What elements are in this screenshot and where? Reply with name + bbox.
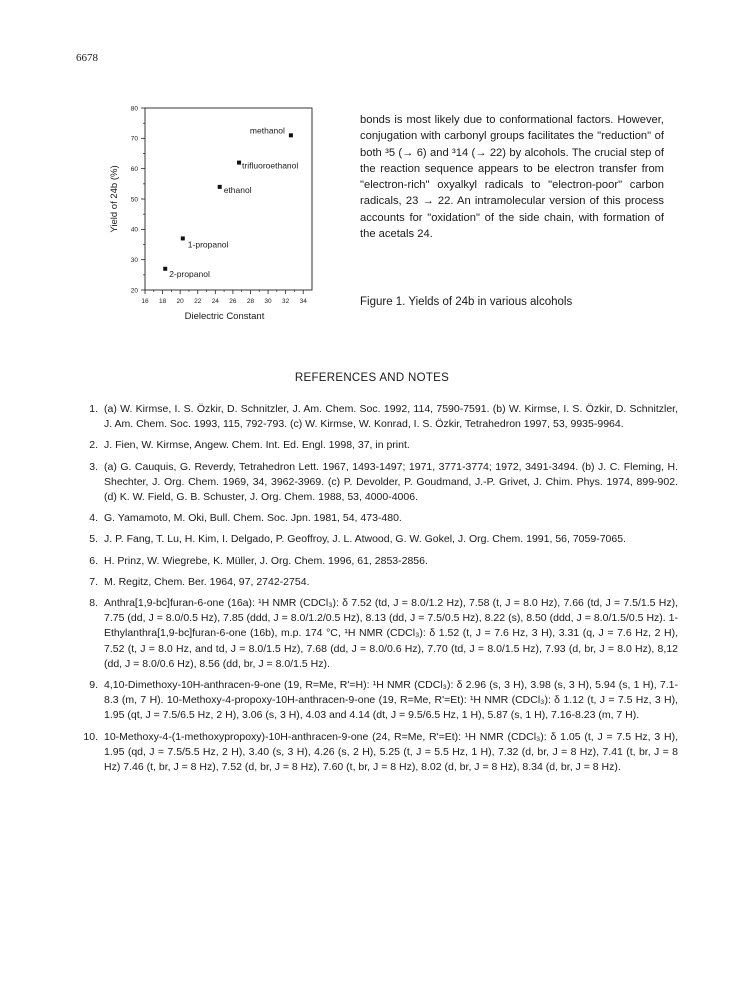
reference-number: 2. (89, 439, 98, 452)
reference-item (78, 438, 678, 453)
reference-item (78, 730, 678, 776)
reference-number: 6. (89, 554, 98, 567)
reference-number: 3. (89, 460, 98, 473)
reference-number: 4. (89, 512, 98, 525)
body-text (360, 112, 664, 242)
y-tick-label: 30 (130, 256, 138, 264)
data-point (289, 133, 293, 137)
reference-text: 4,10-Dimethoxy-10H-anthracen-9-one (19, R=Me, R'=H): ¹H NMR (CDCl₃): δ 2.96 (s, 3 H), 3.98 (s, 3 H), 5.94 (s, 1 H), 7.1-8.3 (m, 7 H). 10-Methoxy-4-propoxy-10H-anthracen-9-one (19, R=Me, R'=Et): ¹H NMR (CDCl₃): δ 1.12 (t, J = 7.5 Hz, 3 H), 1.95 (qt, J = 7.5/6.5 Hz, 2 H), 3.06 (s, 3 H), 4.03 and 4.14 (dt, J = 9.5/6.5 Hz, 1 H), 5.87 (s, 1 H), 7.16-8.23 (m, 7 H). (104, 679, 678, 722)
reference-text: J. P. Fang, T. Lu, H. Kim, I. Delgado, P. Geoffroy, J. L. Atwood, G. W. Gokel, J. Org. Chem. 1991, 56, 7059-7065. (104, 533, 626, 546)
point-label: 1-propanol (187, 239, 229, 250)
x-tick-label: 26 (229, 298, 237, 305)
point-label: methanol (249, 125, 285, 136)
data-point (237, 161, 241, 165)
x-tick-label: 18 (158, 298, 167, 305)
page-number: 6678 (76, 52, 98, 64)
y-axis-label: Yield of 24b (%) (109, 165, 120, 233)
x-axis-label: Dielectric Constant (184, 311, 265, 322)
reference-text: J. Fien, W. Kirmse, Angew. Chem. Int. Ed. Engl. 1998, 37, in print. (104, 439, 410, 452)
reference-number: 5. (89, 533, 98, 546)
plot-frame (145, 108, 312, 290)
x-tick-label: 28 (246, 298, 255, 305)
y-tick-label: 20 (130, 287, 138, 295)
reference-number: 1. (89, 403, 98, 415)
reference-text: H. Prinz, W. Wiegrebe, K. Müller, J. Org. Chem. 1996, 61, 2853-2856. (104, 554, 428, 567)
y-tick-label: 50 (130, 196, 138, 204)
reference-text: (a) W. Kirmse, I. S. Özkir, D. Schnitzler, J. Am. Chem. Soc. 1992, 114, 7590-7591. (b) W. Kirmse, I. S. Özkir, D. Schnitzler, J. Am. Chem. Soc. 1993, 115, 792-793. (c) W. Kirmse, W. Konrad, I. S. Özkir, Tetrahedron 1997, 53, 9935-9964. (104, 403, 678, 431)
y-tick-label: 40 (130, 226, 138, 234)
reference-text: (a) G. Cauquis, G. Reverdy, Tetrahedron Lett. 1967, 1493-1497; 1971, 3771-3774; 1972, 3491-3494. (b) J. C. Fleming, H. Shechter, J. Org. Chem. 1969, 34, 3962-3969. (c) P. Devolder, P. Goudmand, J.-P. Grivet, J. Chim. Phys. 1974, 899-902. (d) K. W. Field, G. B. Schuster, J. Org. Chem. 1988, 53, 4000-4006. (104, 460, 678, 504)
reference-text: M. Regitz, Chem. Ber. 1964, 97, 2742-2754. (104, 575, 310, 588)
reference-item (78, 596, 678, 672)
reference-item (78, 532, 678, 547)
references-list (78, 402, 678, 781)
figure-caption: Figure 1. Yields of 24b in various alcohols (360, 296, 573, 308)
reference-number: 10. (83, 730, 98, 743)
data-point (181, 236, 185, 240)
x-tick-label: 24 (211, 298, 219, 305)
references-title: REFERENCES AND NOTES (294, 372, 450, 384)
scatter-chart (100, 100, 340, 330)
data-point (163, 267, 167, 271)
point-label: trifluoroethanol (242, 160, 299, 171)
y-tick-label: 80 (130, 105, 138, 113)
figure-1 (100, 100, 340, 330)
reference-item (78, 511, 678, 526)
data-point (218, 185, 222, 189)
reference-number: 8. (89, 597, 98, 610)
x-tick-label: 32 (282, 298, 290, 305)
y-tick-label: 70 (130, 135, 138, 143)
reference-item (78, 575, 678, 590)
reference-text: Anthra[1,9-bc]furan-6-one (16a): ¹H NMR (CDCl₃): δ 7.52 (td, J = 8.0/1.2 Hz), 7.58 (t, J = 8.0 Hz), 7.66 (td, J = 7.5/1.5 Hz), 7.75 (dd, J = 8.0/0.5 Hz), 7.85 (ddd, J = 8.0/1.2/0.5 Hz), 8.13 (dd, J = 7.5/0.5 Hz), 8.22 (s), 8.50 (ddd, J = 8.0/1.5/0.5 Hz). 1-Ethylanthra[1,9-bc]furan-6-one (16b), m.p. 174 °C, ¹H NMR (CDCl₃): δ 1.52 (t, J = 7.6 Hz, 3 H), 3.31 (q, J = 7.6 Hz, 2 H), 7.52 (t, J = 8.0 Hz, and td, J = 8.0/1.5 Hz), 7.68 (dd, J = 8.0/0.6 Hz), 7.70 (td, J = 8.0/1.5 Hz), 7.93 (d, br, J = 8.0 Hz), 8,12 (dd, J = 8.0/0.6 Hz), 8.56 (dd, br, J = 8.0/1.5 Hz). (104, 597, 678, 670)
body-paragraph: bonds is most likely due to conformational factors. However, conjugation with carbonyl groups facilitates the "reduction" of both ³5 (→ 6) and ³14 (→ 22) by alcohols. The crucial step of the reaction sequence appears to be electron transfer from "electron-rich" oxyalkyl radicals to "electron-poor" carbon radicals, 23 → 22. An intramolecular version of this process accounts for "oxidation" of the side chain, with formation of the acetals 24. (360, 114, 664, 241)
x-tick-label: 22 (194, 298, 202, 305)
reference-number: 9. (89, 679, 98, 692)
point-label: ethanol (223, 184, 252, 195)
x-tick-label: 16 (141, 298, 149, 305)
reference-text: 10-Methoxy-4-(1-methoxypropoxy)-10H-anthracen-9-one (24, R=Me, R'=Et): ¹H NMR (CDCl₃): δ 1.05 (t, J = 7.5 Hz, 3 H), 1.95 (qd, J = 7.5/5.5 Hz, 2 H), 3.40 (s, 3 H), 4.26 (s, 2 H), 5.25 (t, J = 5.5 Hz, 1 H), 7.32 (d, br, J = 8 Hz), 7.41 (t, br, J = 8 Hz) 7.46 (t, br, J = 8 Hz), 7.52 (d, br, J = 8 Hz), 7.60 (t, br, J = 8 Hz), 8.02 (d, br, J = 8 Hz), 8.34 (d, br, J = 8 Hz). (104, 730, 678, 774)
x-tick-label: 34 (299, 298, 307, 305)
reference-item (78, 402, 678, 432)
x-tick-label: 20 (176, 298, 184, 305)
point-label: 2-propanol (169, 268, 210, 279)
x-tick-label: 30 (264, 298, 272, 305)
reference-number: 7. (89, 575, 98, 588)
reference-item (78, 460, 678, 506)
reference-item (78, 554, 678, 569)
reference-text: G. Yamamoto, M. Oki, Bull. Chem. Soc. Jpn. 1981, 54, 473-480. (104, 512, 402, 525)
reference-item (78, 678, 678, 724)
y-tick-label: 60 (130, 165, 138, 173)
